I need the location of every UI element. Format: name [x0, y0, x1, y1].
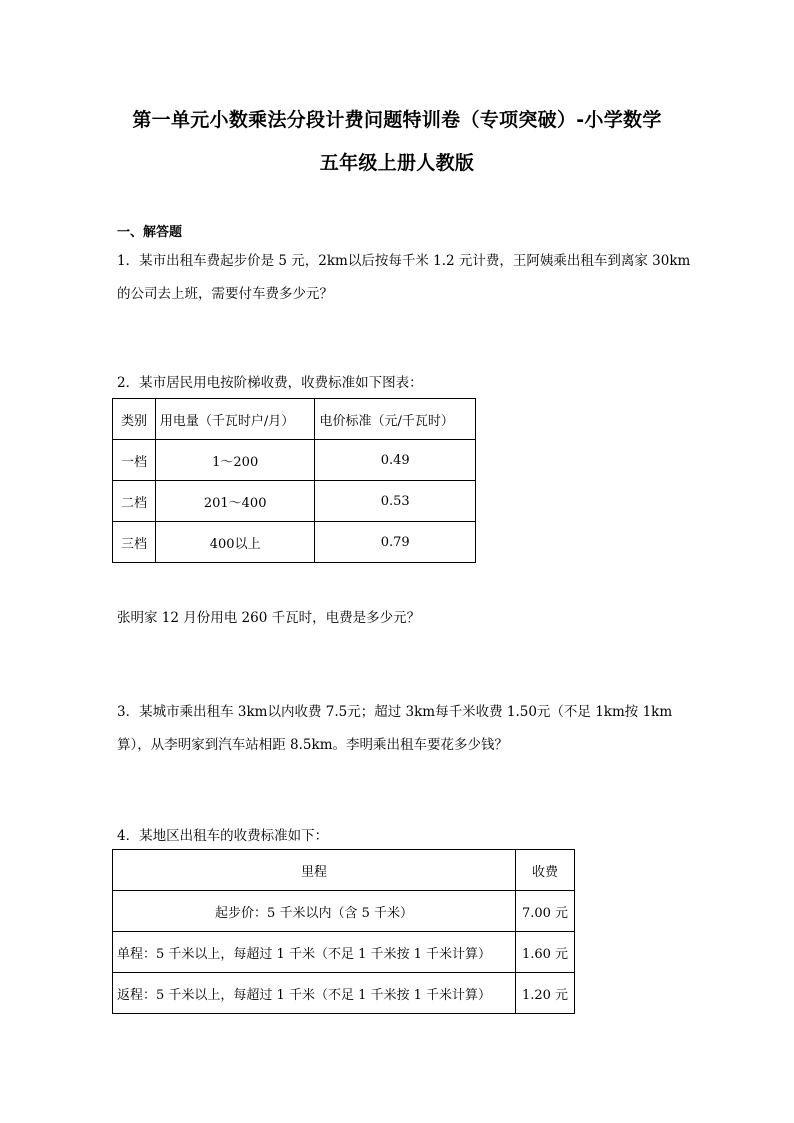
- table-cell: 0.49: [315, 440, 476, 481]
- table-cell: 二档: [113, 481, 156, 522]
- question-4-intro: 4．某地区出租车的收费标准如下：: [117, 828, 329, 844]
- table-header-cell: 类别: [113, 399, 156, 440]
- table-cell: 1.60 元: [516, 932, 575, 973]
- question-2-intro: 2．某市居民用电按阶梯收费，收费标准如下图表：: [117, 375, 423, 391]
- page-title-line-1: 第一单元小数乘法分段计费问题特训卷（专项突破）-小学数学: [132, 109, 662, 131]
- table-row: [113, 973, 575, 1014]
- question-3-line-2: 算），从李明家到汽车站相距 8.5km。李明乘出租车要花多少钱？: [117, 737, 508, 753]
- table-cell: 7.00 元: [516, 891, 575, 932]
- table-header-cell: 收费: [516, 850, 575, 891]
- table-cell: 三档: [113, 522, 156, 563]
- table-cell: 0.79: [315, 522, 476, 563]
- table-cell: 返程：5 千米以上，每超过 1 千米（不足 1 千米按 1 千米计算）: [113, 973, 516, 1014]
- page-title-line-2: 五年级上册人教版: [319, 152, 475, 174]
- question-1-line-1: 1．某市出租车费起步价是 5 元，2km以后按每千米 1.2 元计费，王阿姨乘出租车到离家 30km: [117, 253, 691, 269]
- question-1-line-2: 的公司去上班，需要付车费多少元？: [117, 286, 333, 302]
- table-row: [113, 932, 575, 973]
- table-cell: 起步价：5 千米以内（含 5 千米）: [113, 891, 516, 932]
- table-header-cell: 里程: [113, 850, 516, 891]
- section-heading: 一、解答题: [117, 225, 183, 240]
- table-cell: 0.53: [315, 481, 476, 522]
- table-header-cell: 用电量（千瓦时户/月）: [155, 399, 315, 440]
- table-cell: 201～400: [155, 481, 315, 522]
- table-cell: 单程：5 千米以上，每超过 1 千米（不足 1 千米按 1 千米计算）: [113, 932, 516, 973]
- question-2-question: 张明家 12 月份用电 260 千瓦时，电费是多少元？: [117, 610, 421, 626]
- table-row: [113, 522, 476, 563]
- taxi-fare-table: [112, 849, 575, 1014]
- table-cell: 1.20 元: [516, 973, 575, 1014]
- table-cell: 1～200: [155, 440, 315, 481]
- question-3-line-1: 3．某城市乘出租车 3km以内收费 7.5元；超过 3km每千米收费 1.50元（不足 1km按 1km: [117, 704, 673, 720]
- table-header-row: [113, 850, 575, 891]
- table-header-row: [113, 399, 476, 440]
- table-cell: 400以上: [155, 522, 315, 563]
- table-row: [113, 891, 575, 932]
- table-cell: 一档: [113, 440, 156, 481]
- table-row: [113, 440, 476, 481]
- table-row: [113, 481, 476, 522]
- table-header-cell: 电价标准（元/千瓦时）: [315, 399, 476, 440]
- electricity-price-table: [112, 398, 476, 563]
